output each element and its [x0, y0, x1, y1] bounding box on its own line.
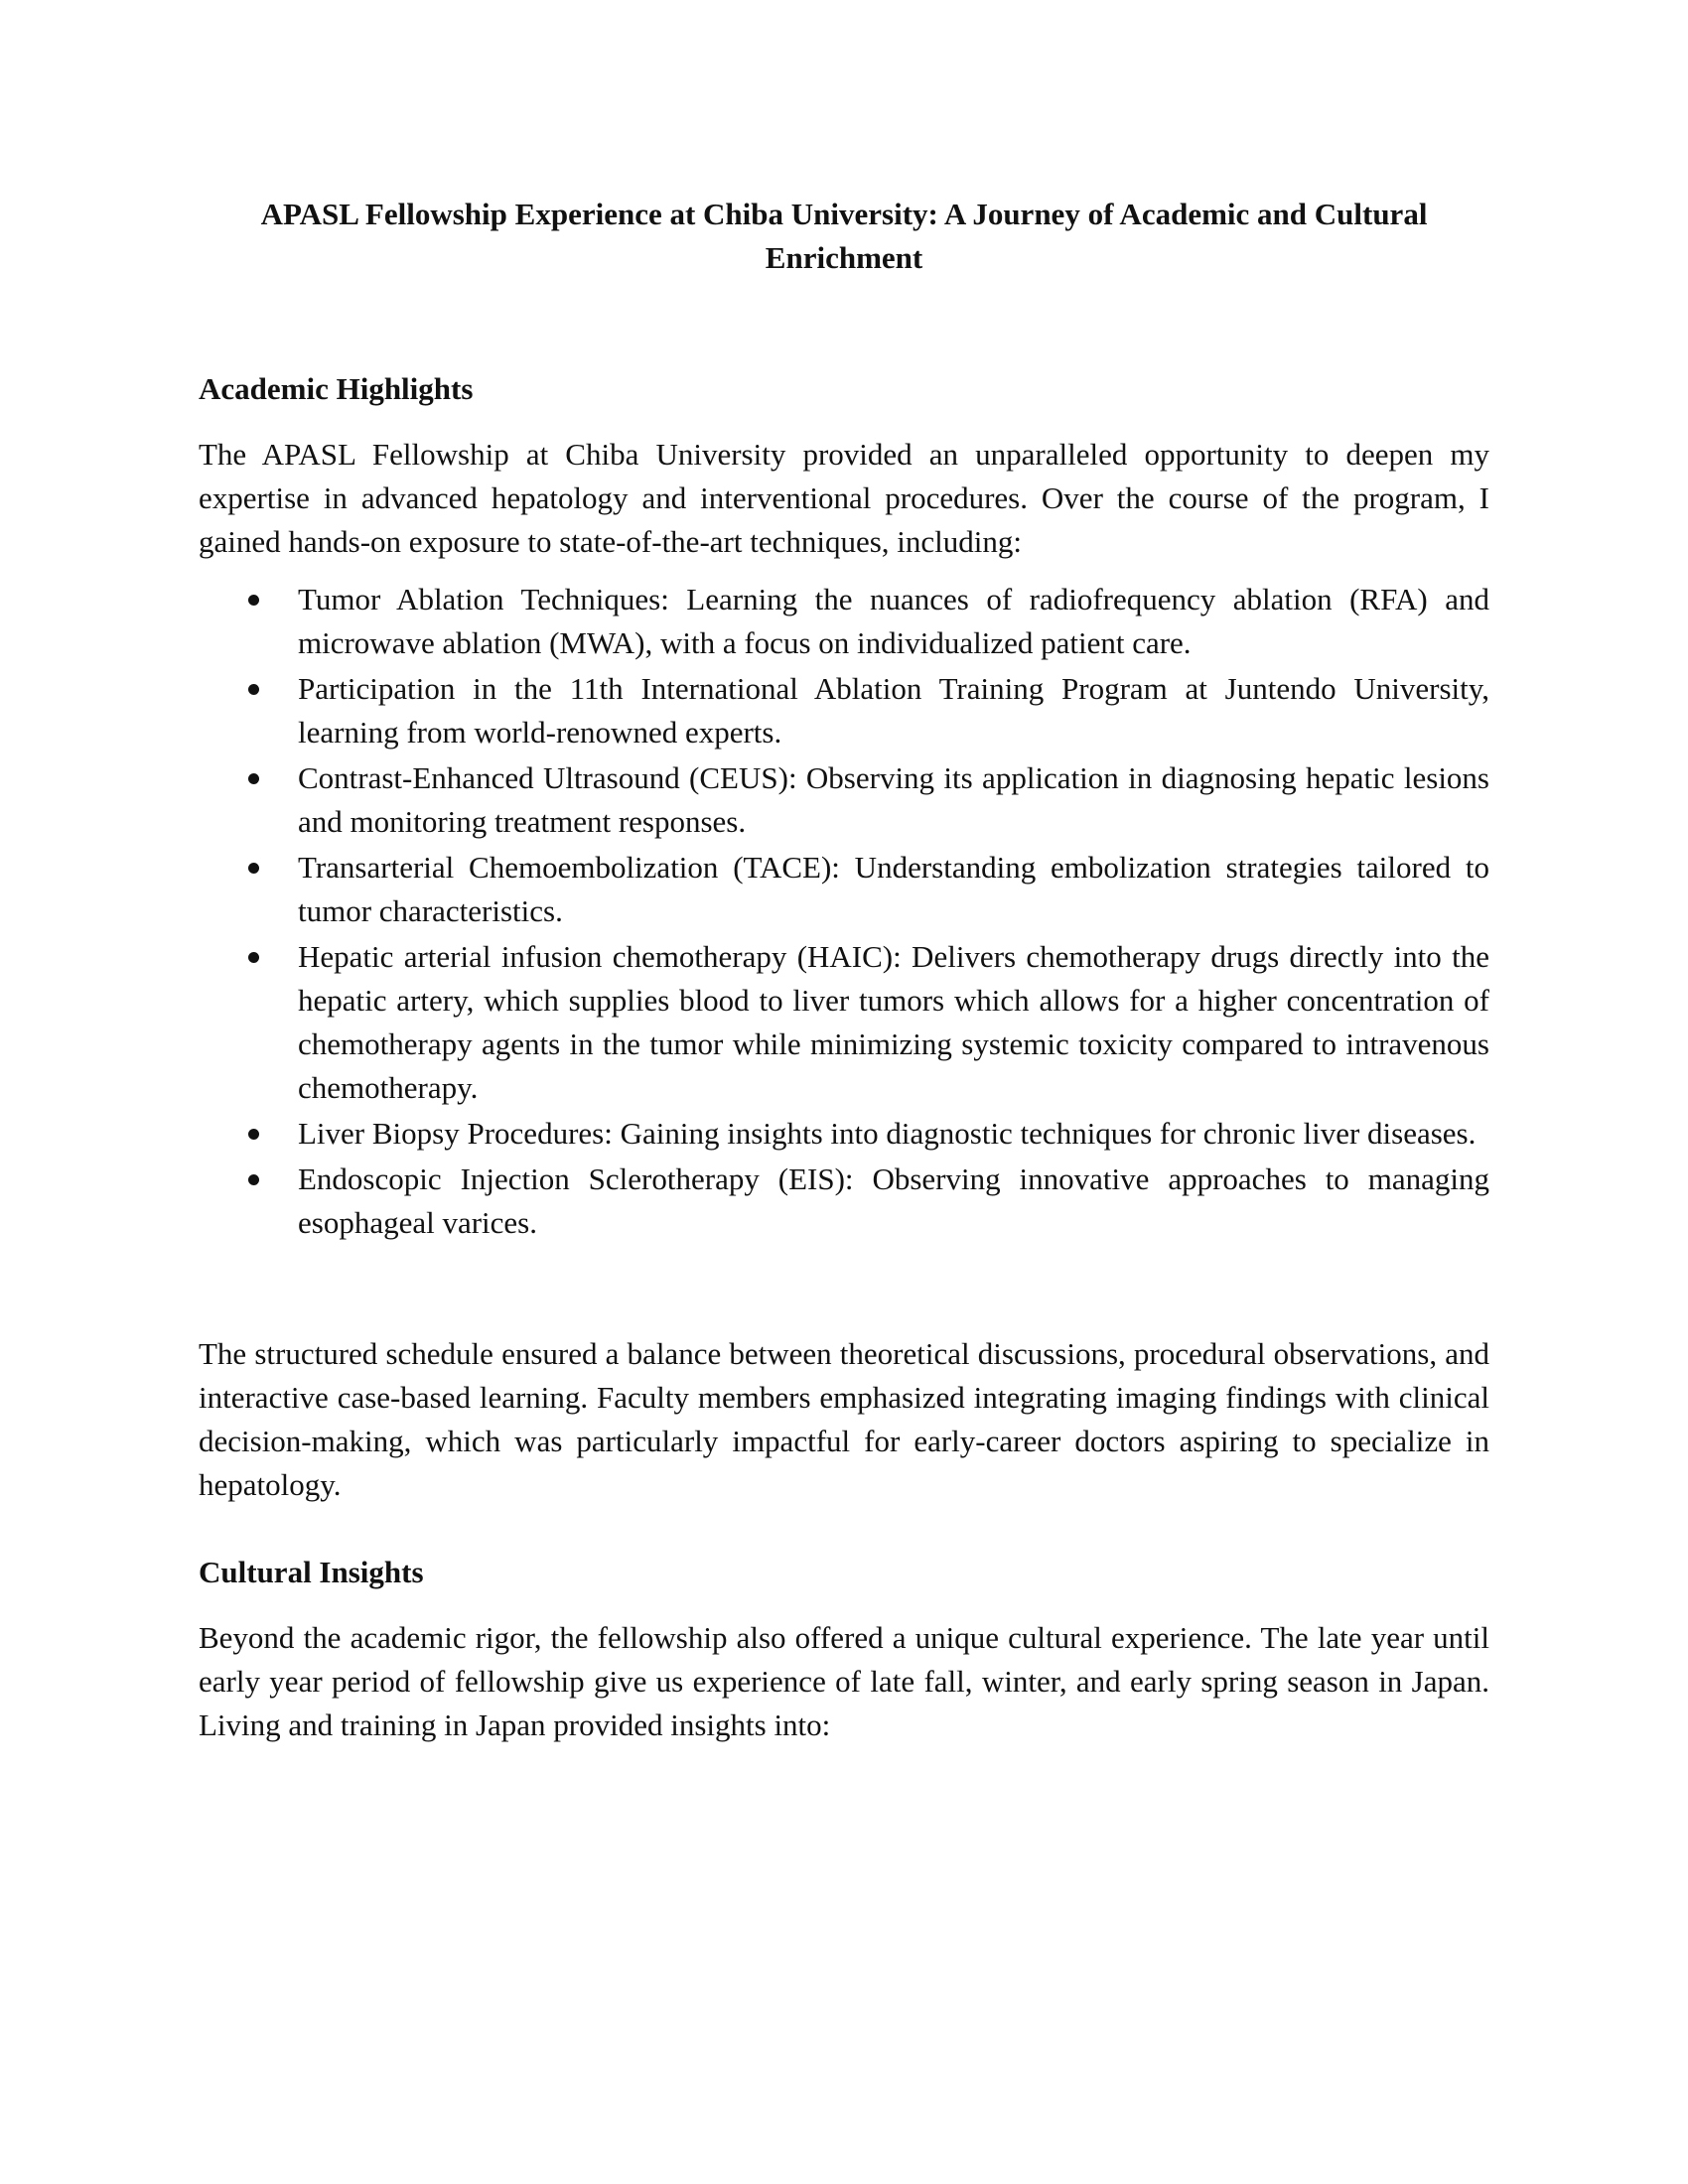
- list-item-text: Hepatic arterial infusion chemotherapy (HAIC): Delivers chemotherapy drugs directly into the hepatic artery, which supplies blood to liver tumors which allows for a higher concentration of chemotherapy agents in the tumor while minimizing systemic toxicity compared to intravenous chemotherapy.: [298, 939, 1489, 1105]
- list-item-text: Tumor Ablation Techniques: Learning the nuances of radiofrequency ablation (RFA) and microwave ablation (MWA), with a focus on individualized patient care.: [298, 582, 1489, 660]
- academic-closing-paragraph: The structured schedule ensured a balance between theoretical discussions, procedural observations, and interactive case-based learning. Faculty members emphasized integrating imaging findings with clinical decision-making, which was particularly impactful for early-career doctors aspiring to specialize in hepatology.: [199, 1336, 1489, 1502]
- document-title: APASL Fellowship Experience at Chiba University: A Journey of Academic and Cultural Enrichment: [260, 197, 1428, 275]
- academic-intro-paragraph: The APASL Fellowship at Chiba University provided an unparalleled opportunity to deepen my expertise in advanced hepatology and interventional procedures. Over the course of the program, I gained hands-on exposure to state-of-the-art techniques, including:: [199, 437, 1489, 559]
- bullet-icon: [248, 1129, 259, 1140]
- list-item: [199, 1158, 1489, 1245]
- list-item-text: Participation in the 11th International Ablation Training Program at Juntendo University, learning from world-renowned experts.: [298, 671, 1489, 750]
- list-item: [199, 935, 1489, 1110]
- section-heading-cultural: Cultural Insights: [199, 1555, 424, 1589]
- bullet-icon: [248, 684, 259, 695]
- bullet-icon: [248, 952, 259, 963]
- bullet-icon: [248, 863, 259, 874]
- page-content: [199, 193, 1489, 1747]
- bullet-icon: [248, 595, 259, 606]
- academic-bullet-list: [199, 578, 1489, 1245]
- bullet-icon: [248, 773, 259, 784]
- list-item: [199, 1112, 1489, 1156]
- list-item: [199, 756, 1489, 844]
- list-item: [199, 846, 1489, 933]
- cultural-intro-paragraph: Beyond the academic rigor, the fellowship also offered a unique cultural experience. The late year until early year period of fellowship give us experience of late fall, winter, and early spring season in Japan. Living and training in Japan provided insights into:: [199, 1620, 1489, 1742]
- list-item: [199, 578, 1489, 665]
- list-item-text: Contrast-Enhanced Ultrasound (CEUS): Observing its application in diagnosing hepatic lesions and monitoring treatment responses.: [298, 760, 1489, 839]
- list-item-text: Transarterial Chemoembolization (TACE): Understanding embolization strategies tailored to tumor characteristics.: [298, 850, 1489, 928]
- list-item-text: Liver Biopsy Procedures: Gaining insights into diagnostic techniques for chronic liver diseases.: [298, 1116, 1477, 1151]
- list-item-text: Endoscopic Injection Sclerotherapy (EIS): Observing innovative approaches to managing esophageal varices.: [298, 1161, 1489, 1240]
- list-item: [199, 667, 1489, 754]
- section-heading-academic: Academic Highlights: [199, 371, 474, 406]
- bullet-icon: [248, 1174, 259, 1185]
